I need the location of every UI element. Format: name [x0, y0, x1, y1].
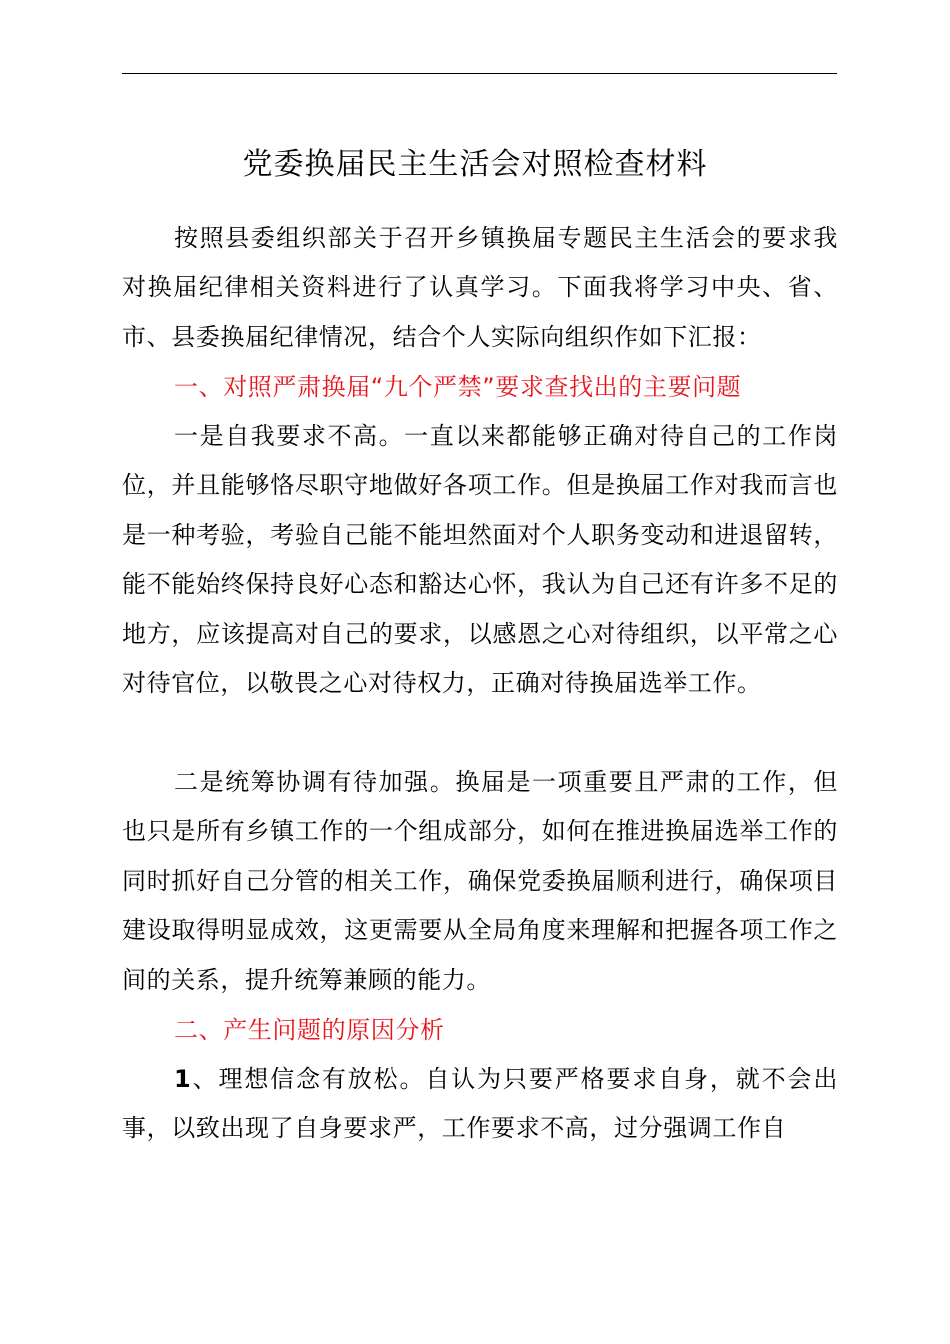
section-2-item-1	[122, 1055, 838, 1154]
item-1-text: 、理想信念有放松。自认为只要严格要求自身，就不会出事，以致出现了自身要求严，工作要求不高，过分强调工作自	[122, 1065, 838, 1143]
section-1-paragraph-1: 一是自我要求不高。一直以来都能够正确对待自己的工作岗位，并且能够恪尽职守地做好各项工作。但是换届工作对我而言也是一种考验，考验自己能不能坦然面对个人职务变动和进退留转，能不能始终保持良好心态和豁达心怀，我认为自己还有许多不足的地方，应该提高对自己的要求，以感恩之心对待组织，以平常之心对待官位，以敬畏之心对待权力，正确对待换届选举工作。	[122, 422, 838, 698]
intro-paragraph: 按照县委组织部关于召开乡镇换届专题民主生活会的要求我对换届纪律相关资料进行了认真学习。下面我将学习中央、省、市、县委换届纪律情况，结合个人实际向组织作如下汇报：	[122, 224, 838, 351]
item-1-number: 1	[174, 1065, 192, 1093]
header-rule	[122, 73, 837, 74]
section-2-heading: 二、产生问题的原因分析	[174, 1016, 445, 1044]
document-title: 党委换届民主生活会对照检查材料	[242, 147, 708, 182]
section-1-heading: 一、对照严肃换届“九个严禁”要求查找出的主要问题	[174, 373, 742, 401]
section-1-paragraph-2: 二是统筹协调有待加强。换届是一项重要且严肃的工作，但也只是所有乡镇工作的一个组成部分，如何在推进换届选举工作的同时抓好自己分管的相关工作，确保党委换届顺利进行，确保项目建设取得明显成效，这更需要从全局角度来理解和把握各项工作之间的关系，提升统筹兼顾的能力。	[122, 768, 838, 994]
